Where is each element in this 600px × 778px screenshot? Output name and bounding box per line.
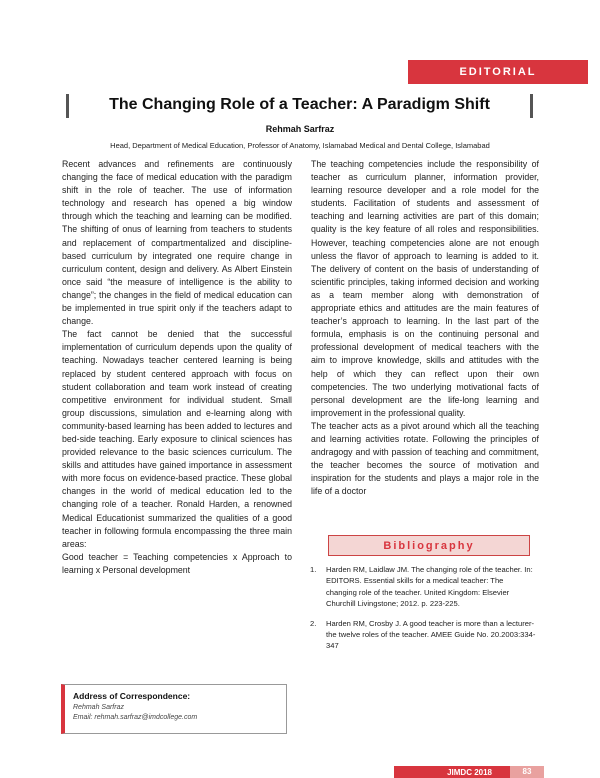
reference-text: Harden RM, Crosby J. A good teacher is more than a lecturer-the twelve roles of the teacher. AMEE Guide No. 20.2003:334-347 (326, 618, 536, 651)
reference-number: 1. (310, 565, 317, 574)
page-number: 83 (510, 766, 544, 778)
journal-name: JIMDC 2018 (447, 767, 492, 777)
title-right-bar (530, 94, 533, 118)
left-column (62, 158, 292, 577)
correspondence-name: Rehmah Sarfraz (73, 704, 124, 711)
reference-number: 2. (310, 618, 317, 628)
correspondence-heading: Address of Correspondence: (73, 691, 191, 701)
bibliography-list (310, 564, 536, 660)
reference-item (310, 618, 536, 652)
correspondence-email: Email: rehmah.sarfraz@imdcollege.com (73, 714, 198, 721)
correspondence-box (61, 684, 287, 734)
body-paragraph: The fact cannot be denied that the successful implementation of curriculum depends upon the quality of teaching. Nowadays teacher centered learning is being replaced by student centered approach with focus on student collaboration and team work instead of creating competitive environment for individual student. Small group discussions, simulation and e-learning along with community-based learning has been added to lectures and bed-side teaching. Early exposure to clinical sciences has provided relevance to the basic sciences curriculum. The skills and attitudes have gained importance in assessment with more focus on evidence-based practice. These global changes in the world of medical education led to the changing role of a teacher. Ronald Harden, a renowned Medical Educationist summarized the qualities of a good teacher in following formula encompassing the three main areas: (62, 329, 292, 549)
reference-text: Harden RM, Laidlaw JM. The changing role of the teacher. In: EDITORS. Essential skills for a medical teacher: The changing role of the teacher. United Kingdom: Elsevier Churchill Livingstone; 2012. p. 223-225. (326, 565, 533, 609)
author-name: Rehmah Sarfraz (265, 124, 335, 134)
bibliography-heading: Bibliography (328, 535, 530, 556)
author-affiliation: Head, Department of Medical Education, Professor of Anatomy, Islamabad Medical and Dental College, Islamabad (110, 141, 490, 150)
body-paragraph: Recent advances and refinements are continuously changing the face of medical education with the paradigm shift in the role of teacher. The use of information technology and research has opened a big window through which the teaching and learning can be modified. The shifting of onus of learning from teachers to students and replacement of compartmentalized and discipline-based curriculum by integrated one require change in curriculum content, design and delivery. As Albert Einstein once said “the measure of intelligence is the ability to change”; the changes in the field of medical education can be implemented in true spirit only if the teachers adapt to change. (62, 159, 292, 327)
reference-item (310, 564, 536, 610)
title-banner (66, 94, 533, 118)
body-paragraph: The teaching competencies include the responsibility of teacher as curriculum planner, information provider, learning resource developer and a role model for the students. Facilitation of students and assessment of teaching and learning activities are part of this domain; quality is the key feature of all roles and responsibilities. However, teaching competencies alone are not enough unless the flavor of approach to learning is added to it. The delivery of content on the basis of understanding of scientific principles, taking informed decision and working as a team member along with demonstration of appropriate ethics and attitudes are the main features of teacher’s approach to learning. In the last part of the formula, emphasis is on the continuing personal and professional development of medical teachers with the aim to improve knowledge, skills and attitudes with the help of which they can reflect upon their own competencies. The two underlying motivational facts of personal development are the life-long learning and improvement in the professional quality. (311, 159, 539, 418)
article-title: The Changing Role of a Teacher: A Paradigm Shift (109, 96, 490, 113)
formula-paragraph: Good teacher = Teaching competencies x Approach to learning x Personal development (62, 551, 292, 575)
section-tab: EDITORIAL (408, 60, 588, 84)
body-paragraph: The teacher acts as a pivot around which all the teaching and learning activities rotate. Following the principles of andragogy and with passion of teaching and commitment, the teacher becomes the source of motivation and inspiration for the students and plays a major role in the life of a doctor (311, 420, 539, 497)
page-footer (394, 766, 544, 778)
right-column (311, 158, 539, 498)
